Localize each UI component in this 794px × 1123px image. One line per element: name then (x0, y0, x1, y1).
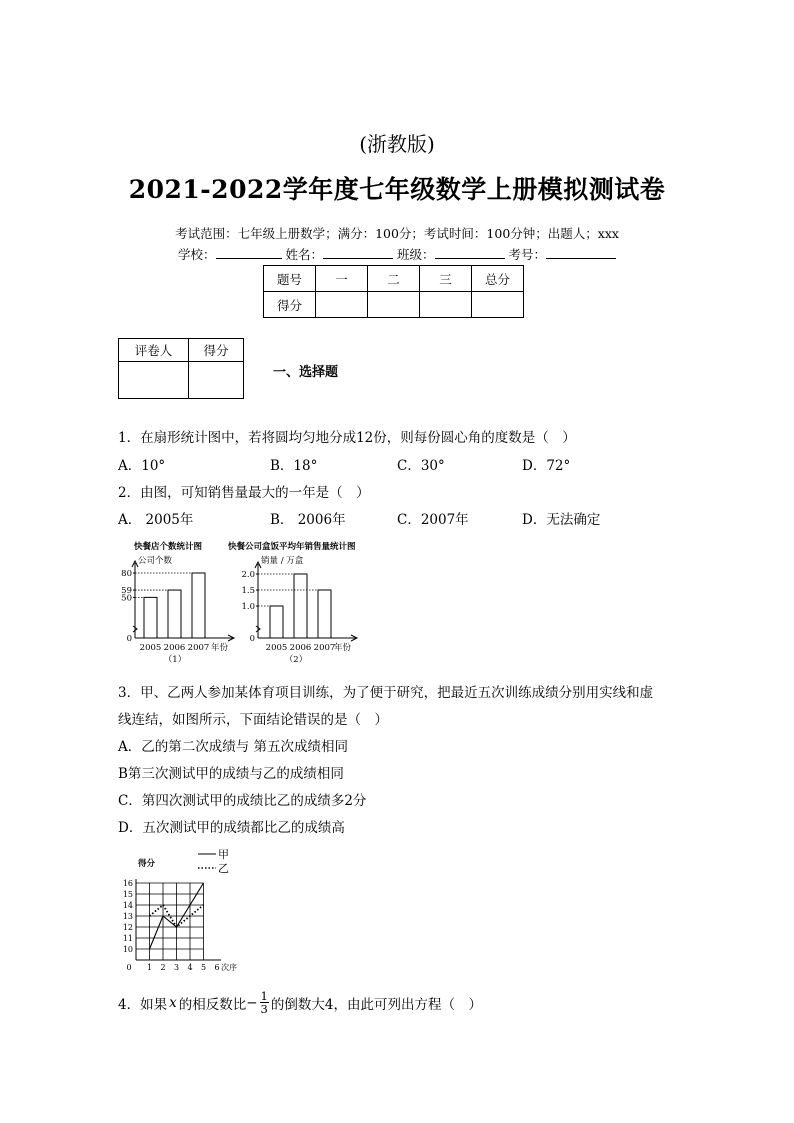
class-blank[interactable] (435, 246, 505, 259)
examno-blank[interactable] (546, 246, 616, 259)
y-tick-label: 10 (122, 945, 133, 954)
q4-fraction (260, 990, 269, 1015)
score-header-cell: 三 (420, 266, 472, 292)
chart-caption: （2） (284, 655, 308, 665)
grader-table (118, 338, 244, 399)
chart-title: 快餐店个数统计图 (134, 542, 203, 552)
x-axis-label: 年份 (211, 643, 229, 653)
question-3-line1: 3．甲、乙两人参加某体育项目训练，为了便于研究，把最近五次训练成绩分别用实线和虚 (118, 685, 654, 701)
score-header-cell: 总分 (472, 266, 524, 292)
q1-option-d: D．72° (522, 458, 571, 474)
q1-option-b: B．18° (270, 458, 318, 474)
y-tick-label: 16 (122, 879, 133, 888)
q3-option-c: C．第四次测试甲的成绩比乙的成绩多2分 (118, 793, 367, 809)
line-chart-scores (112, 846, 252, 974)
score-row-label: 得分 (264, 292, 316, 318)
exam-title: 2021-2022学年度七年级数学上册模拟测试卷 (128, 175, 666, 204)
school-blank[interactable] (216, 246, 282, 259)
x-tick-label: 2007 (313, 643, 336, 653)
bar-chart-sales (228, 538, 373, 668)
y-tick-label: 14 (122, 901, 133, 910)
edition-label: (浙教版) (359, 132, 435, 156)
bar (294, 574, 307, 638)
x-tick-label: 2006 (163, 643, 186, 653)
y-tick-label: 1.5 (241, 586, 255, 596)
q2-option-c: C．2007年 (397, 512, 469, 528)
grader-header: 评卷人 (119, 339, 189, 362)
score-cell[interactable] (472, 292, 524, 318)
q4-negative-sign: − (246, 994, 258, 1011)
score-header-cell: 二 (368, 266, 420, 292)
bar (144, 597, 157, 638)
examno-label: 考号： (508, 247, 546, 262)
q3-option-d: D．五次测试甲的成绩都比乙的成绩高 (118, 820, 345, 836)
exam-info: 考试范围：七年级上册数学；满分：100分；考试时间：100分钟；出题人；xxx (175, 226, 619, 241)
y-tick-label: 12 (122, 923, 133, 932)
grader-cell[interactable] (119, 362, 189, 399)
section-title: 一、选择题 (273, 365, 339, 380)
y-tick-label: 59 (121, 586, 132, 597)
x-tick-label: 4 (187, 963, 193, 972)
y-tick-label: 11 (122, 934, 133, 943)
grader-score-header: 得分 (189, 339, 244, 362)
x-tick-label: 5 (200, 963, 207, 972)
y-tick-label: 80 (121, 569, 132, 579)
q2-option-a: A． 2005年 (118, 512, 194, 528)
y-axis-label: 得分 (138, 859, 156, 869)
x-tick-label: 1 (146, 963, 153, 972)
question-2-text: 2．由图，可知销售量最大的一年是（ ） (118, 485, 370, 501)
q4-numerator: 1 (260, 989, 268, 1003)
bar (270, 606, 283, 638)
score-cell[interactable] (420, 292, 472, 318)
x-axis-label: 年份 (334, 643, 352, 653)
school-label: 学校： (177, 247, 216, 262)
question-3-line2: 线连结，如图所示，下面结论错误的是（ ） (118, 712, 388, 728)
x-axis-label: 次序 (221, 963, 237, 972)
q4-prefix: 4．如果 (118, 996, 168, 1013)
q4-denominator: 3 (260, 1002, 268, 1016)
x-tick-label: 2 (160, 963, 166, 972)
bar (192, 573, 205, 638)
name-label: 姓名： (285, 247, 323, 262)
score-header-cell: 一 (316, 266, 368, 292)
chart-caption: （1） (163, 655, 187, 665)
x-tick-label: 2007 (187, 643, 210, 653)
q1-option-c: C．30° (397, 458, 445, 474)
y-tick-label: 2.0 (241, 570, 255, 580)
student-fields (0, 245, 794, 263)
x-tick-label: 0 (126, 963, 132, 972)
q2-option-b: B． 2006年 (270, 512, 346, 528)
x-tick-label: 3 (173, 963, 180, 972)
score-cell[interactable] (368, 292, 420, 318)
x-tick-label: 2006 (289, 643, 312, 653)
y-axis-label: 销量 / 万盒 (261, 556, 304, 566)
x-tick-label: 6 (214, 963, 220, 972)
score-cell[interactable] (316, 292, 368, 318)
chart-title: 快餐公司盒饭平均年销售量统计图 (228, 542, 356, 552)
q4-variable: x (169, 994, 177, 1011)
class-label: 班级： (396, 247, 435, 262)
legend-yi-label: 乙 (218, 862, 229, 875)
score-header-cell: 题号 (264, 266, 316, 292)
x-tick-label: 2005 (139, 643, 162, 653)
y-tick-label: 15 (122, 890, 133, 899)
y-tick-label: 1.0 (241, 602, 255, 612)
bar (318, 590, 331, 638)
q3-option-b: B第三次测试甲的成绩与乙的成绩相同 (118, 766, 344, 782)
legend-jia-label: 甲 (218, 848, 229, 861)
y-tick-label: 0 (249, 634, 255, 644)
q3-option-a: A．乙的第二次成绩与 第五次成绩相同 (118, 739, 349, 755)
bar (168, 590, 181, 638)
name-blank[interactable] (323, 246, 393, 259)
y-tick-label: 50 (121, 593, 132, 604)
question-4-text (118, 990, 482, 1015)
grader-score-cell[interactable] (189, 362, 244, 399)
y-tick-label: 13 (122, 912, 133, 921)
q4-mid: 的相反数比 (178, 996, 247, 1013)
x-tick-label: 2005 (265, 643, 288, 653)
y-axis-label: 公司个数 (138, 556, 173, 566)
q4-suffix: 的倒数大4，由此可列出方程（ ） (270, 996, 482, 1013)
y-tick-label: 0 (126, 634, 132, 644)
question-1-text: 1．在扇形统计图中，若将圆均匀地分成12份，则每份圆心角的度数是（ ） (118, 430, 576, 446)
q1-option-a: A．10° (118, 458, 166, 474)
score-table (263, 265, 524, 318)
q2-option-d: D．无法确定 (522, 512, 601, 528)
